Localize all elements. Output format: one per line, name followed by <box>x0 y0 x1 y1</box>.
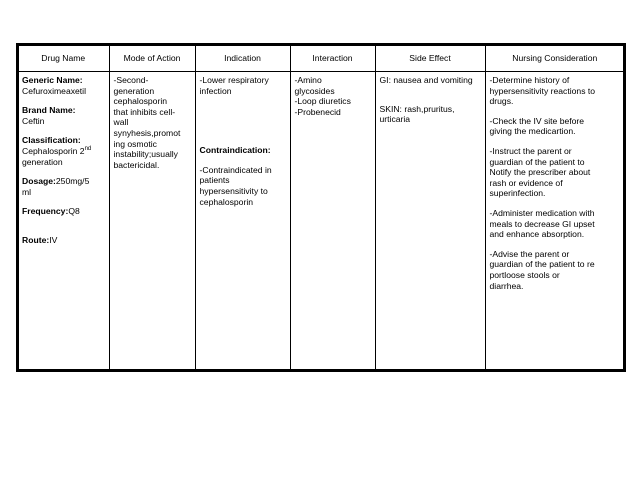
interaction-line: -Probenecid <box>294 106 341 117</box>
header-row <box>17 44 625 72</box>
nursing-line: -Administer medication with <box>489 207 595 218</box>
generic-name-value: Cefuroximeaxetil <box>22 85 86 96</box>
nursing-line: portloose stools or <box>489 269 560 280</box>
classification-value-cont: generation <box>22 156 63 167</box>
interaction-cell <box>290 72 375 372</box>
nursing-line: -Determine history of <box>489 75 570 85</box>
moa-line: cephalosporin <box>113 96 168 107</box>
nursing-line: superinfection. <box>489 188 546 199</box>
frequency-label: Frequency: <box>22 206 69 217</box>
header-drug-name: Drug Name <box>17 44 109 72</box>
moa-line: -Second- <box>113 75 149 85</box>
indication-line: infection <box>199 85 232 96</box>
side-effect-skin-cont: urticaria <box>379 114 411 125</box>
contraindication-label: Contraindication: <box>199 145 271 156</box>
route-label: Route: <box>22 234 50 245</box>
header-interaction: Interaction <box>290 44 375 72</box>
dosage-label: Dosage: <box>22 176 56 187</box>
nursing-line: meals to decrease GI upset <box>489 218 595 229</box>
nursing-consideration-cell <box>485 72 625 372</box>
nursing-line: and enhance absorption. <box>489 229 585 240</box>
contraindication-line: hypersensitivity to <box>199 185 268 196</box>
nursing-line: -Check the IV site before <box>489 115 585 126</box>
contraindication-line: -Contraindicated in <box>199 164 272 175</box>
drug-name-cell <box>17 72 109 372</box>
brand-name-label: Brand Name: <box>22 105 76 116</box>
side-effect-gi: GI: nausea and vomiting <box>379 75 473 85</box>
nursing-line: guardian of the patient to re <box>489 259 595 270</box>
moa-line: wall <box>113 117 129 128</box>
mode-of-action-cell <box>109 72 195 372</box>
dosage-line <box>22 176 105 187</box>
nursing-line: hypersensitivity reactions to <box>489 85 596 96</box>
side-effect-skin: SKIN: rash,pruritus, <box>379 103 455 114</box>
classification-label: Classification: <box>22 135 81 146</box>
route-line <box>22 235 105 246</box>
moa-line: bactericidal. <box>113 159 160 170</box>
interaction-line: -Amino <box>294 75 322 85</box>
interaction-line: glycosides <box>294 85 335 96</box>
frequency-value: Q8 <box>68 206 80 217</box>
moa-line: instability;usually <box>113 149 178 160</box>
header-indication: Indication <box>195 44 290 72</box>
moa-line: ing osmotic <box>113 138 157 149</box>
nursing-line: -Advise the parent or <box>489 248 570 259</box>
classification-value: Cephalosporin 2nd <box>22 145 92 156</box>
dosage-value-cont: ml <box>22 186 32 197</box>
moa-line: synyhesis,promot <box>113 127 181 138</box>
nursing-line: diarrhea. <box>489 280 524 291</box>
header-nursing-consideration: Nursing Consideration <box>485 44 625 72</box>
header-side-effect: Side Effect <box>375 44 485 72</box>
nursing-line: rash or evidence of <box>489 177 563 188</box>
route-value: IV <box>49 234 58 245</box>
brand-name-value: Ceftin <box>22 115 45 126</box>
nursing-line: drugs. <box>489 96 514 107</box>
contraindication-line: patients <box>199 175 230 186</box>
indication-cell <box>195 72 290 372</box>
moa-line: generation <box>113 85 155 96</box>
nursing-line: Notify the prescriber about <box>489 167 591 178</box>
dosage-value: 250mg/5 <box>55 176 90 187</box>
nursing-line: guardian of the patient to <box>489 156 585 167</box>
side-effect-cell <box>375 72 485 372</box>
generic-name-label: Generic Name: <box>22 75 83 85</box>
nursing-line: -Instruct the parent or <box>489 145 572 156</box>
indication-line: -Lower respiratory <box>199 75 269 85</box>
table-row <box>17 72 625 372</box>
classification-superscript: nd <box>84 146 92 153</box>
frequency-line <box>22 206 105 217</box>
interaction-line: -Loop diuretics <box>294 96 351 107</box>
drug-study-table <box>16 43 626 372</box>
contraindication-line: cephalosporin <box>199 196 254 207</box>
header-mode-of-action: Mode of Action <box>109 44 195 72</box>
nursing-line: giving the medicartion. <box>489 126 576 137</box>
moa-line: that inhibits cell- <box>113 106 176 117</box>
